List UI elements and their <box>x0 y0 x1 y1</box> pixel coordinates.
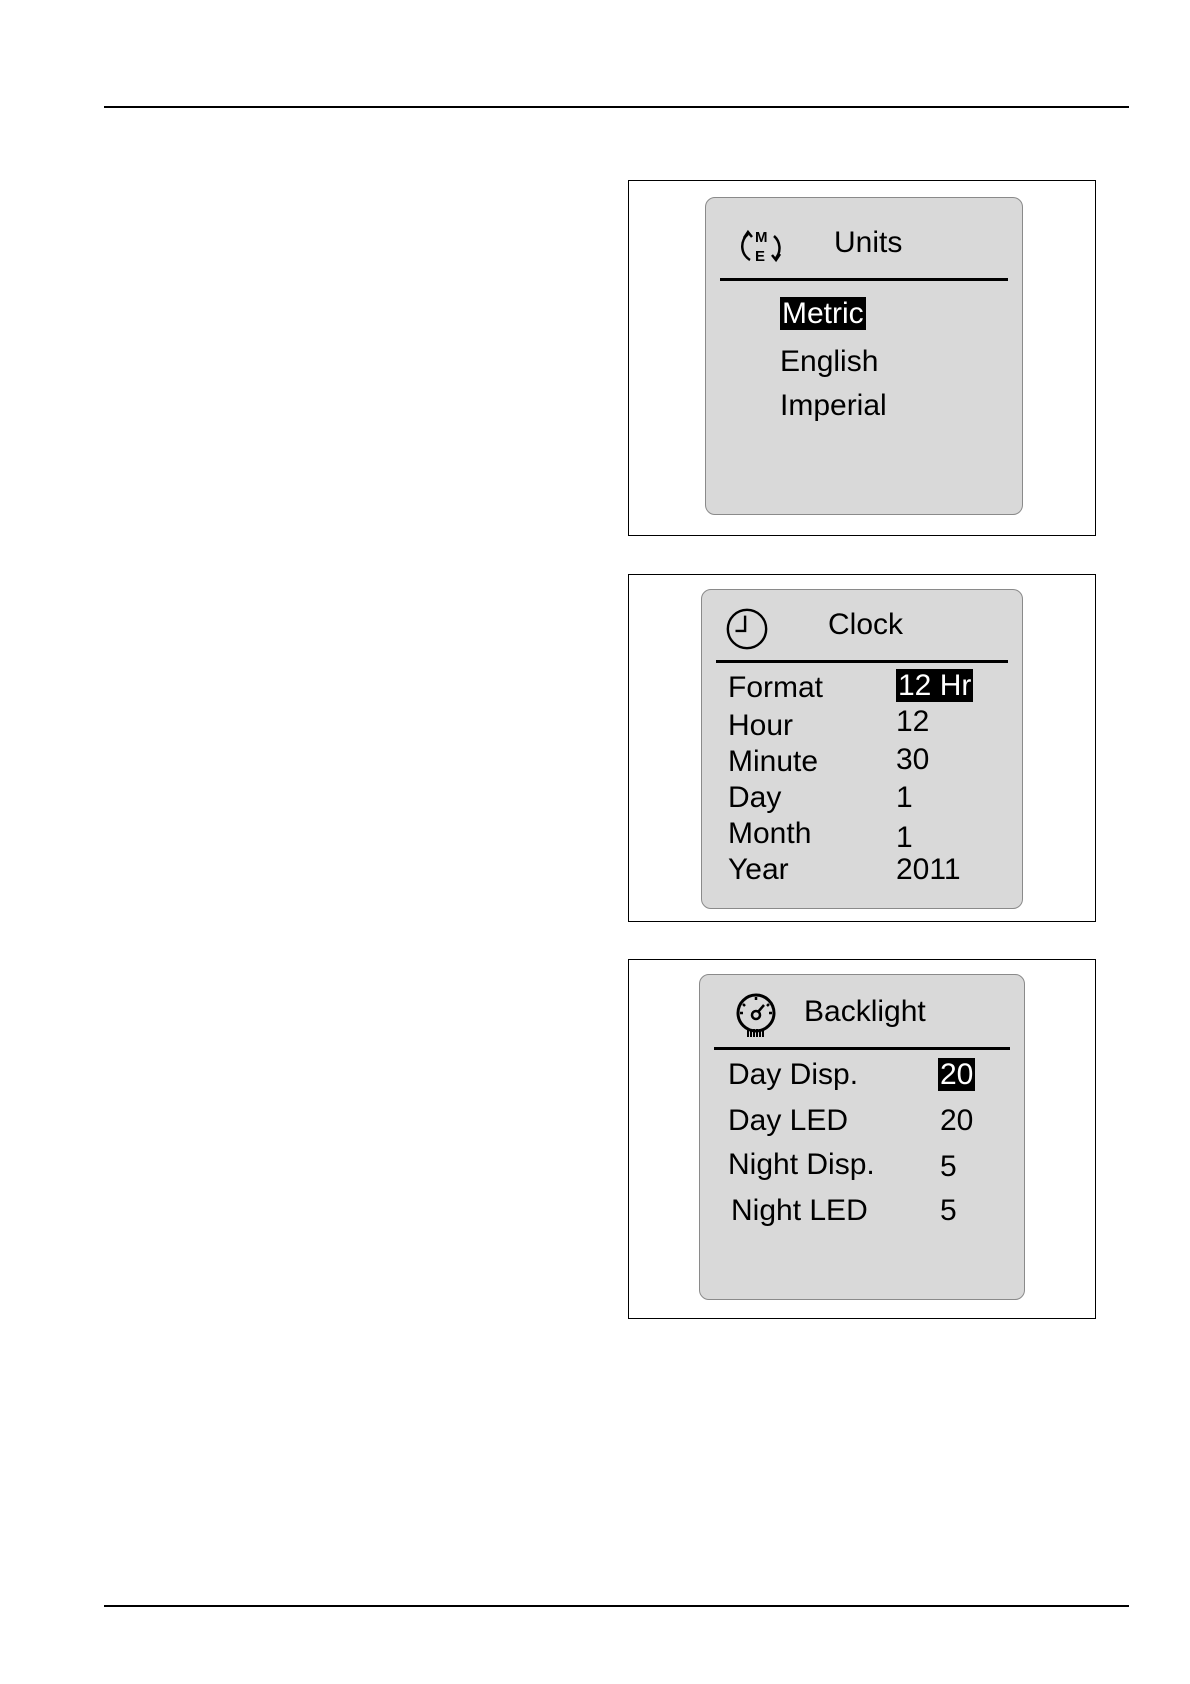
backlight-label-night-led: Night LED <box>731 1194 868 1227</box>
selected-value: 20 <box>940 1058 974 1091</box>
option-label: English <box>780 345 879 378</box>
units-option-english[interactable] <box>780 344 878 380</box>
metric-english-toggle-icon <box>738 222 786 270</box>
footer-rule <box>104 1605 1129 1607</box>
clock-title: Clock <box>828 608 904 641</box>
units-screen <box>705 197 1023 515</box>
clock-label-format: Format <box>728 671 824 704</box>
clock-screen <box>701 589 1023 909</box>
selected-value: 12 Hr <box>898 669 972 702</box>
svg-text:E: E <box>755 248 766 265</box>
units-option-imperial[interactable] <box>780 388 887 424</box>
gauge-backlight-icon <box>732 991 780 1039</box>
clock-label-year: Year <box>728 853 789 886</box>
clock-value-minute[interactable]: 30 <box>896 743 930 776</box>
backlight-figure <box>628 959 1096 1319</box>
clock-label-minute: Minute <box>728 745 819 778</box>
units-option-metric[interactable] <box>780 296 866 332</box>
backlight-label-day-led: Day LED <box>728 1104 849 1137</box>
clock-label-hour: Hour <box>728 709 794 742</box>
backlight-title: Backlight <box>804 995 926 1028</box>
units-divider <box>720 278 1008 281</box>
header-rule <box>104 106 1129 108</box>
clock-value-month[interactable]: 1 <box>896 821 913 854</box>
units-header <box>706 198 1022 280</box>
clock-value-year[interactable]: 2011 <box>896 853 961 886</box>
clock-label-month: Month <box>728 817 812 850</box>
units-figure <box>628 180 1096 536</box>
backlight-label-day-disp: Day Disp. <box>728 1058 859 1091</box>
backlight-value-day-disp[interactable] <box>938 1057 975 1093</box>
units-title: Units <box>834 226 903 259</box>
clock-value-format[interactable] <box>896 668 973 704</box>
option-label: Metric <box>782 297 864 330</box>
clock-value-day[interactable]: 1 <box>896 781 913 814</box>
option-label: Imperial <box>780 389 887 422</box>
backlight-header <box>700 975 1024 1057</box>
backlight-value-night-led[interactable]: 5 <box>940 1194 957 1227</box>
backlight-screen <box>699 974 1025 1300</box>
backlight-label-night-disp: Night Disp. <box>728 1148 875 1181</box>
svg-text:M: M <box>755 229 768 246</box>
clock-icon <box>724 606 770 652</box>
clock-figure <box>628 574 1096 922</box>
clock-value-hour[interactable]: 12 <box>896 705 930 738</box>
backlight-divider <box>714 1047 1010 1050</box>
backlight-value-day-led[interactable]: 20 <box>940 1104 974 1137</box>
clock-divider <box>716 660 1008 663</box>
clock-label-day: Day <box>728 781 782 814</box>
backlight-value-night-disp[interactable]: 5 <box>940 1150 957 1183</box>
